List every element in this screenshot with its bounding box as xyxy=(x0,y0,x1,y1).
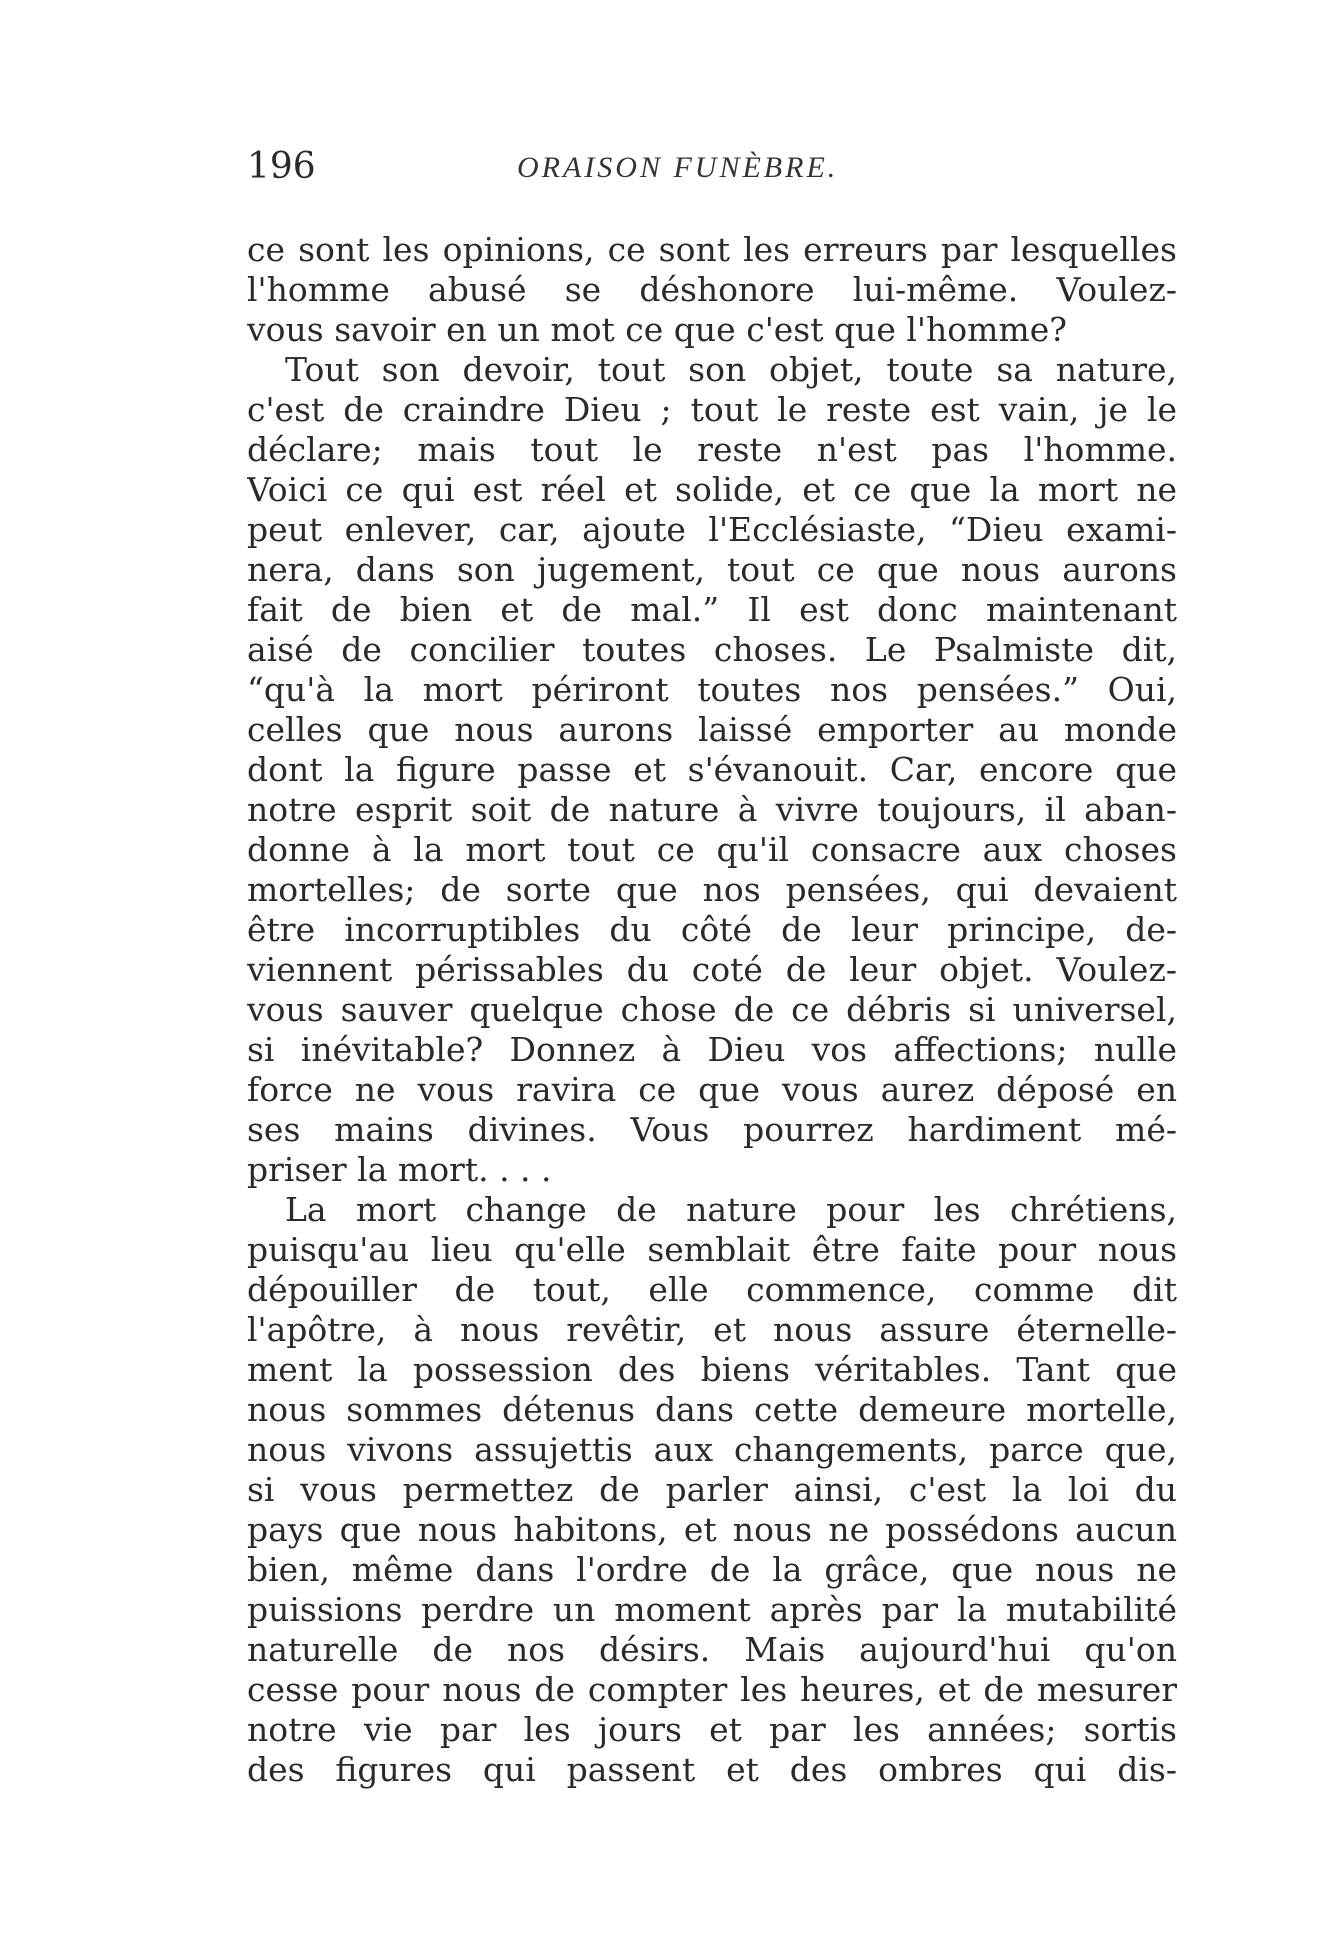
text-line: ment la possession des biens véritables. Tant que xyxy=(247,1350,1177,1389)
text-line: Voici ce qui est réel et solide, et ce que la mort ne xyxy=(247,470,1177,509)
text-line: aisé de concilier toutes choses. Le Psalmiste dit, xyxy=(247,630,1177,669)
text-line: pays que nous habitons, et nous ne possédons aucun xyxy=(247,1510,1177,1549)
text-line: “qu'à la mort périront toutes nos pensées.” Oui, xyxy=(247,670,1177,709)
text-line: force ne vous ravira ce que vous aurez déposé en xyxy=(247,1070,1177,1109)
text-line: vous savoir en un mot ce que c'est que l'homme? xyxy=(247,310,1067,349)
text-line: nous sommes détenus dans cette demeure mortelle, xyxy=(247,1390,1177,1429)
text-line: peut enlever, car, ajoute l'Ecclésiaste, “Dieu exami- xyxy=(247,510,1177,549)
text-line: l'apôtre, à nous revêtir, et nous assure éternelle- xyxy=(247,1310,1177,1349)
text-line: priser la mort. . . . xyxy=(247,1150,552,1189)
text-line: vous sauver quelque chose de ce débris si universel, xyxy=(247,990,1177,1029)
text-line: notre esprit soit de nature à vivre toujours, il aban- xyxy=(247,790,1177,829)
text-line: l'homme abusé se déshonore lui-même. Voulez- xyxy=(247,270,1177,309)
text-line: si vous permettez de parler ainsi, c'est la loi du xyxy=(247,1470,1177,1509)
text-line: puisqu'au lieu qu'elle semblait être faite pour nous xyxy=(247,1230,1177,1269)
text-line: viennent périssables du coté de leur objet. Voulez- xyxy=(247,950,1177,989)
text-line: celles que nous aurons laissé emporter au monde xyxy=(247,710,1177,749)
text-line: ses mains divines. Vous pourrez hardiment mé- xyxy=(247,1110,1177,1149)
text-line: dont la figure passe et s'évanouit. Car, encore que xyxy=(247,750,1177,789)
text-line: donne à la mort tout ce qu'il consacre aux choses xyxy=(247,830,1177,869)
running-title: ORAISON FUNÈBRE. xyxy=(517,151,839,184)
text-line: si inévitable? Donnez à Dieu vos affections; nulle xyxy=(247,1030,1177,1069)
text-line: nous vivons assujettis aux changements, parce que, xyxy=(247,1430,1177,1469)
text-line: fait de bien et de mal.” Il est donc maintenant xyxy=(247,590,1177,629)
text-line: cesse pour nous de compter les heures, et de mesurer xyxy=(247,1670,1177,1709)
text-line: dépouiller de tout, elle commence, comme dit xyxy=(247,1270,1177,1309)
text-line: bien, même dans l'ordre de la grâce, que nous ne xyxy=(247,1550,1177,1589)
page-header xyxy=(247,142,1177,192)
text-line: ce sont les opinions, ce sont les erreurs par lesquelles xyxy=(247,230,1177,269)
text-line: déclare; mais tout le reste n'est pas l'homme. xyxy=(247,430,1177,469)
page-number: 196 xyxy=(247,146,316,187)
text-line: c'est de craindre Dieu ; tout le reste est vain, je le xyxy=(247,390,1177,429)
text-line: être incorruptibles du côté de leur principe, de- xyxy=(247,910,1177,949)
text-line: Tout son devoir, tout son objet, toute sa nature, xyxy=(285,350,1177,389)
text-line: nera, dans son jugement, tout ce que nous aurons xyxy=(247,550,1177,589)
text-line: naturelle de nos désirs. Mais aujourd'hui qu'on xyxy=(247,1630,1177,1669)
text-line: des figures qui passent et des ombres qui dis- xyxy=(247,1750,1177,1789)
text-line: puissions perdre un moment après par la mutabilité xyxy=(247,1590,1177,1629)
text-line: La mort change de nature pour les chrétiens, xyxy=(285,1190,1177,1229)
text-line: notre vie par les jours et par les années; sortis xyxy=(247,1710,1177,1749)
body-text xyxy=(247,230,1177,1790)
text-line: mortelles; de sorte que nos pensées, qui devaient xyxy=(247,870,1177,909)
